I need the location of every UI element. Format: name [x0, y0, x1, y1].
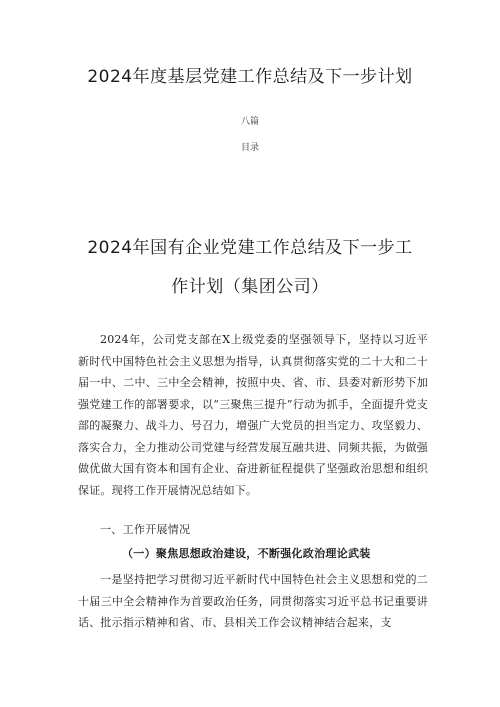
body-paragraph: 一是坚持把学习贯彻习近平新时代中国特色社会主义思想和党的二十届三中全会精神作为首要政治任务，同贯彻落实习近平总书记重要讲话、批示指示精神和省、市、县相关工作会议精神结合起来，支 — [78, 573, 428, 629]
heading-level-2: （一）聚焦思想政治建设，不断强化政治理论武装 — [122, 547, 371, 560]
article-count: 八篇 — [240, 117, 259, 127]
document-title: 2024年度基层党建工作总结及下一步计划 — [87, 67, 413, 87]
section-title-line-1: 2024年国有企业党建工作总结及下一步工 — [87, 238, 413, 258]
intro-paragraph: 2024年，公司党支部在X上级党委的坚强领导下，坚持以习近平新时代中国特色社会主义思想为指导，认真贯彻落实党的二十大和二十届一中、二中、三中全会精神，按照中央、省、市、县委对新形势下加强党建工作的部署要求，以“三聚焦三提升”行动为抓手，全面提升党支部的凝聚力、战斗力、号召力，增强广大党员的担当定力、攻坚毅力、落实合力，全力推动公司党建与经营发展互融共进、同频共振，为做强做优做大国有资本和国有企业、奋进新征程提供了坚强政治思想和组织保证。现将工作开展情况总结如下。 — [78, 333, 428, 497]
section-title-line-2: 作计划（集团公司） — [171, 277, 329, 297]
table-of-contents-label: 目录 — [240, 143, 259, 153]
heading-level-1: 一、工作开展情况 — [100, 523, 191, 536]
